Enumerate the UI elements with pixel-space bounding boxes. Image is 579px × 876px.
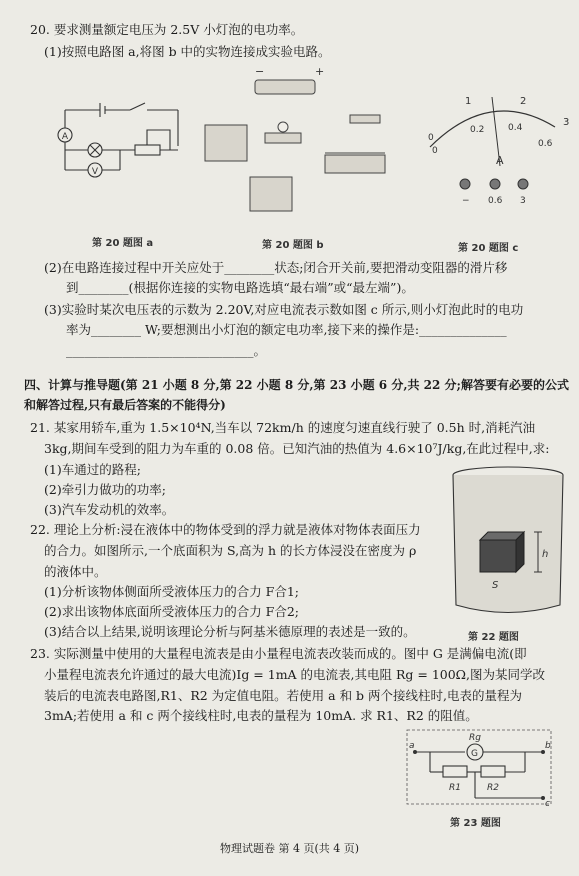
- battery-icon: [255, 80, 315, 94]
- q21-item2: (2)牵引力做功的功率;: [44, 482, 166, 497]
- svg-text:0.6: 0.6: [488, 196, 503, 206]
- voltmeter-icon: [205, 125, 247, 161]
- battery-minus: −: [255, 65, 265, 78]
- svg-text:A: A: [496, 154, 504, 167]
- page-footer: 物理试题卷 第 4 页(共 4 页): [219, 842, 360, 855]
- ammeter-icon: [250, 177, 292, 211]
- galvanometer-circuit: [405, 728, 555, 808]
- q20-part3-line1: (3)实验时某次电压表的示数为 2.20V,对应电流表示数如图 c 所示,则小灯泡此时的电功: [44, 302, 524, 317]
- q22-item1: (1)分析该物体侧面所受液体压力的合力 F合1;: [44, 584, 300, 599]
- q20-part2-line2: 到________(根据你连接的实物电路选填“最右端”或“最左端”)。: [66, 280, 414, 295]
- components-figure-b: [200, 65, 390, 215]
- s-label: S: [492, 580, 499, 591]
- terminal-b: b: [545, 741, 551, 751]
- q22-item2: (2)求出该物体底面所受液体压力的合力 F合2;: [44, 604, 300, 619]
- q23-line3: 装后的电流表电路图,R1、R2 为定值电阻。若使用 a 和 b 两个接线柱时,电表的量程为: [44, 688, 522, 703]
- h-label: h: [542, 549, 549, 560]
- q21-item3: (3)汽车发动机的效率。: [44, 502, 175, 517]
- section4-heading-line1: 四、计算与推导题(第 21 小题 8 分,第 22 小题 8 分,第 23 小题 6 分,共 22 分;解答要有必要的公式: [24, 378, 569, 392]
- g-label: G: [471, 749, 478, 759]
- q23-line2: 小量程电流表允许通过的最大电流)Ig = 1mA 的电流表,其电阻 Rg = 100Ω,图为某同学改: [44, 667, 546, 682]
- circuit-diagram-a: [50, 90, 190, 190]
- q22-line2: 的合力。如图所示,一个底面积为 S,高为 h 的长方体浸没在密度为 ρ: [44, 543, 417, 558]
- svg-text:0: 0: [428, 133, 434, 143]
- battery-plus: +: [315, 65, 325, 78]
- q20-part1: (1)按照电路图 a,将图 b 中的实物连接成实验电路。: [44, 44, 331, 59]
- r1-label: R1: [449, 783, 461, 793]
- lamp-icon: [265, 133, 301, 143]
- q20-title: 20. 要求测量额定电压为 2.5V 小灯泡的电功率。: [30, 22, 304, 37]
- q20-part3-line3: ______________________________。: [66, 343, 267, 358]
- ammeter-label: A: [61, 132, 69, 142]
- ammeter-dial-c: [410, 92, 570, 207]
- svg-text:0: 0: [432, 146, 438, 156]
- rg-label: Rg: [469, 733, 481, 743]
- rheostat-icon: [325, 155, 385, 173]
- svg-text:3: 3: [520, 196, 526, 206]
- r2-label: R2: [487, 783, 499, 793]
- fig-23-caption: 第 23 题图: [450, 818, 501, 829]
- fig-20a-caption: 第 20 题图 a: [92, 238, 154, 249]
- terminal-c: c: [545, 799, 550, 809]
- voltmeter-label: V: [91, 167, 99, 177]
- svg-text:3: 3: [563, 117, 570, 128]
- q20-part3-line2: 率为________ W;要想测出小灯泡的额定电功率,接下来的操作是:______________: [66, 322, 507, 337]
- switch-icon: [350, 115, 380, 123]
- q21-item1: (1)车通过的路程;: [44, 462, 141, 477]
- q21-line1: 21. 某家用轿车,重为 1.5×10⁴N,当车以 72km/h 的速度匀速直线行驶了 0.5h 时,消耗汽油: [30, 420, 536, 435]
- q22-line1: 22. 理论上分析:浸在液体中的物体受到的浮力就是液体对物体表面压力: [30, 522, 421, 537]
- svg-text:−: −: [462, 196, 470, 206]
- svg-text:0.4: 0.4: [508, 123, 523, 133]
- terminal-a: a: [409, 741, 415, 751]
- q21-line2: 3kg,期间车受到的阻力为车重的 0.08 倍。已知汽油的热值为 4.6×10⁷J/kg,在此过程中,求:: [44, 441, 550, 456]
- svg-text:0.2: 0.2: [470, 125, 485, 135]
- svg-text:2: 2: [520, 96, 527, 107]
- fig-20c-caption: 第 20 题图 c: [458, 243, 519, 254]
- svg-text:1: 1: [465, 96, 472, 107]
- fig-20b-caption: 第 20 题图 b: [262, 240, 324, 251]
- section4-heading-line2: 和解答过程,只有最后答案的不能得分): [24, 398, 226, 412]
- q23-line1: 23. 实际测量中使用的大量程电流表是由小量程电流表改装而成的。图中 G 是满偏电流(即: [30, 646, 527, 661]
- q22-item3: (3)结合以上结果,说明该理论分析与阿基米德原理的表述是一致的。: [44, 624, 416, 639]
- q20-part2-line1: (2)在电路连接过程中开关应处于________状态;闭合开关前,要把滑动变阻器的滑片移: [44, 260, 508, 275]
- q22-line3: 的液体中。: [44, 564, 107, 579]
- beaker-figure: [448, 465, 568, 620]
- q23-line4: 3mA;若使用 a 和 c 两个接线柱时,电表的量程为 10mA. 求 R1、R2 的阻值。: [44, 708, 478, 723]
- svg-text:0.6: 0.6: [538, 139, 553, 149]
- fig-22-caption: 第 22 题图: [468, 632, 519, 643]
